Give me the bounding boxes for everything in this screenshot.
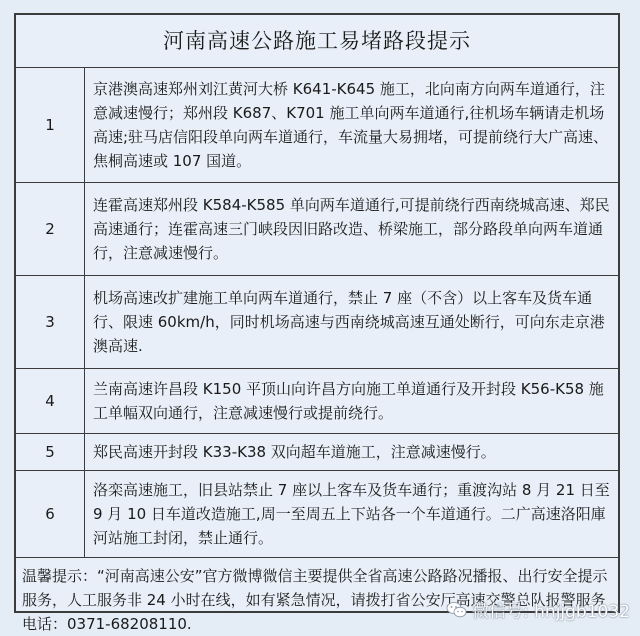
row-number: 4 xyxy=(16,369,85,434)
table-row xyxy=(16,434,618,471)
row-text: 京港澳高速郑州刘江黄河大桥 K641-K645 施工，北向南方向两车道通行，注意减速慢行；郑州段 K687、K701 施工单向两车道通行,往机场车辆请走机场高速;驻马店信阳段单向两车道通行，车流量大易拥堵，可提前绕行大广高速、焦桐高速或 107 国道。 xyxy=(85,68,619,183)
wechat-icon xyxy=(446,601,468,619)
row-text: 洛栾高速施工，旧县站禁止 7 座以上客车及货车通行；重渡沟站 8 月 21 日至 9 月 10 日车道改造施工,周一至周五上下站各一个车道通行。二广高速洛阳庫河站施工封闭，禁止通行。 xyxy=(85,471,619,558)
row-number: 1 xyxy=(16,68,85,183)
watermark-text: 微信号: hnjjgb1032 xyxy=(472,597,630,622)
table-row xyxy=(16,369,618,434)
row-number: 5 xyxy=(16,434,85,471)
table-row xyxy=(16,276,618,369)
row-number: 6 xyxy=(16,471,85,558)
row-text: 兰南高速许昌段 K150 平顶山向许昌方向施工单道通行及开封段 K56-K58 施工单幅双向通行，注意减速慢行或提前绕行。 xyxy=(85,369,619,434)
notice-title: 河南高速公路施工易堵路段提示 xyxy=(16,15,618,68)
table-row xyxy=(16,68,618,183)
notice-table-frame xyxy=(14,13,620,613)
notice-footer-tip: 温馨提示：“河南高速公安”官方微博微信主要提供全省高速公路路况播报、出行安全提示服务，人工服务非 24 小时在线，如有紧急情况，请拨打省公安厅高速交警总队报警服务电话：0371-68208110. xyxy=(16,558,618,636)
table-row xyxy=(16,471,618,558)
table-row xyxy=(16,183,618,276)
row-text: 连霍高速郑州段 K584-K585 单向两车道通行,可提前绕行西南绕城高速、郑民高速通行；连霍高速三门峡段因旧路改造、桥梁施工，部分路段单向两车道通行，注意减速慢行。 xyxy=(85,183,619,276)
notice-table xyxy=(16,68,618,558)
row-number: 3 xyxy=(16,276,85,369)
row-text: 机场高速改扩建施工单向两车道通行，禁止 7 座（不含）以上客车及货车通行、限速 60km/h，同时机场高速与西南绕城高速互通处断行，可向东走京港澳高速. xyxy=(85,276,619,369)
row-number: 2 xyxy=(16,183,85,276)
wechat-watermark xyxy=(446,597,630,622)
row-text: 郑民高速开封段 K33-K38 双向超车道施工，注意减速慢行。 xyxy=(85,434,619,471)
